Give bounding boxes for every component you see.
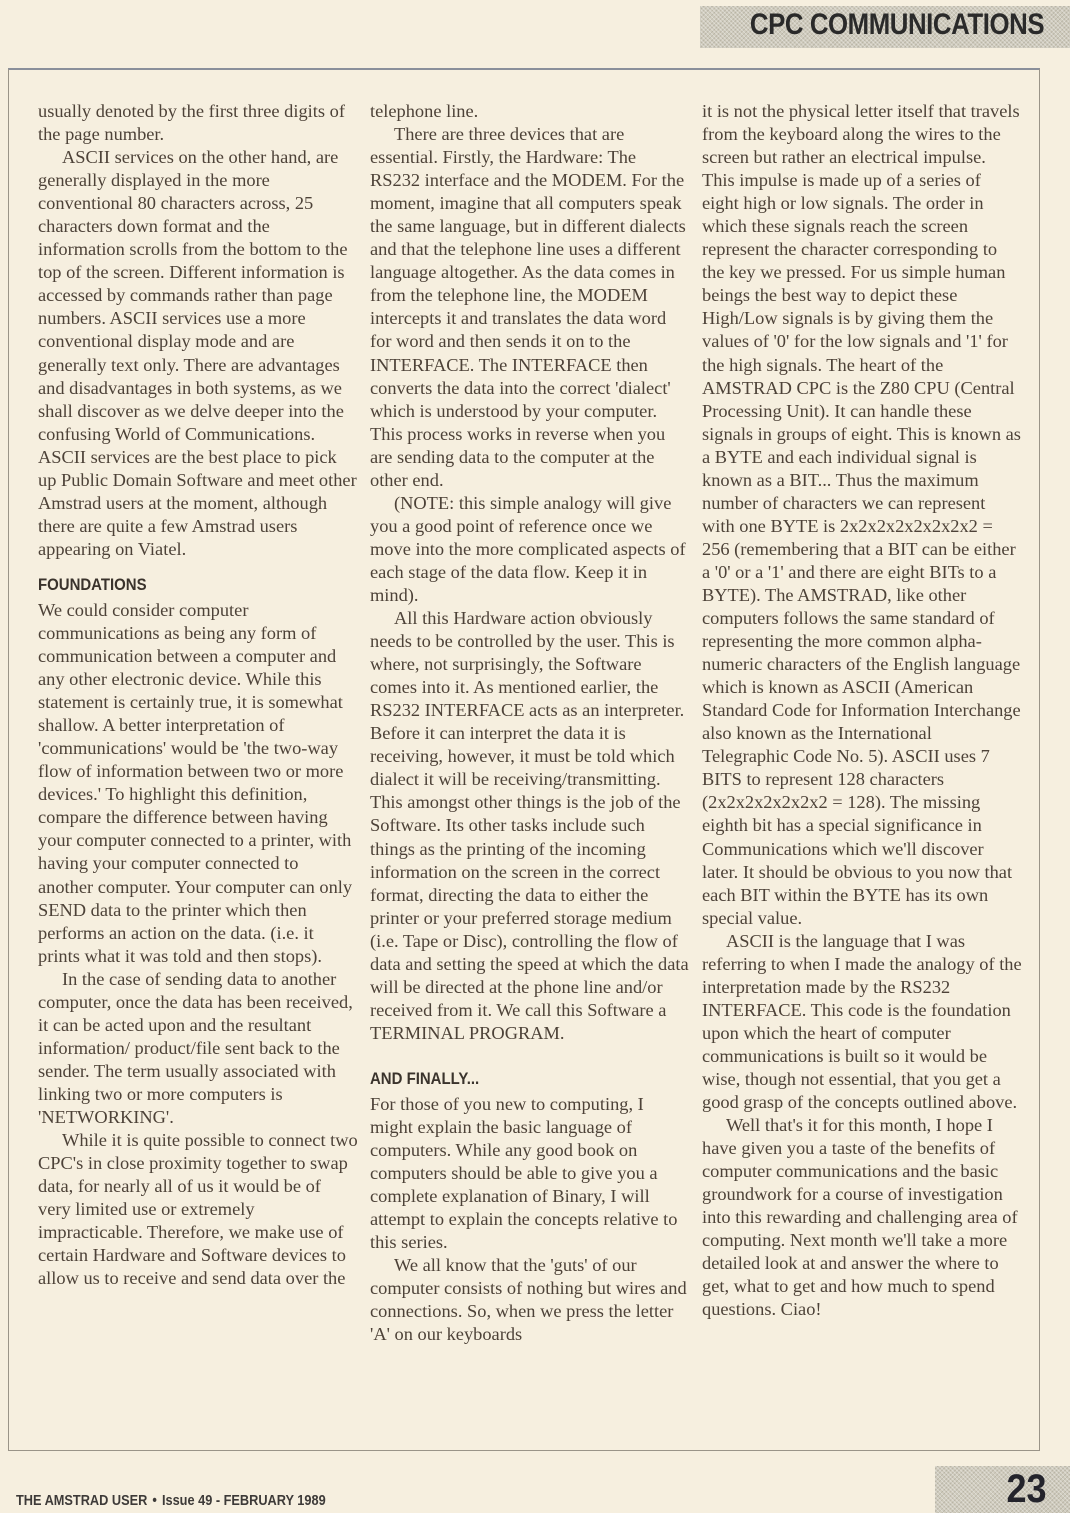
article-column-2 bbox=[370, 100, 690, 1346]
paragraph: ASCII services on the other hand, are generally displayed in the more conventional 80 characters across, 25 characters down format and the information scrolls from the bottom to the top of the screen. Different information is accessed by commands rather than page numbers. ASCII services use a more conventional display mode and are generally text only. There are advantages and disadvantages in both systems, as we shall discover as we delve deeper into the confusing World of Communications. ASCII services are the best place to pick up Public Domain Software and meet other Amstrad users at the moment, although there are quite a few Amstrad users appearing on Viatel. bbox=[38, 147, 357, 559]
page-number: 23 bbox=[1005, 1467, 1046, 1511]
paragraph: it is not the physical letter itself that travels from the keyboard along the wires to the screen but rather an electrical impulse. This impulse is made up of a series of eight high or low signals. The order in which these signals reach the screen represent the character corresponding to the key we pressed. For us simple human beings the best way to depict these High/Low signals is by giving them the values of '0' for the low signals and '1' for the high signals. The heart of the AMSTRAD CPC is the Z80 CPU (Central Processing Unit). It can handle these signals in groups of eight. This is known as a BYTE and each individual signal is known as a BIT... Thus the maximum number of characters we can represent with one BYTE is 2x2x2x2x2x2x2x2 = 256 (remembering that a BIT can be either a '0' or a '1' and there are eight BITs to a BYTE). The AMSTRAD, like other computers follows the same standard of representing the more common alpha-numeric characters of the English language which is known as ASCII (American Standard Code for Information Interchange also known as the International Telegraphic Code No. 5). ASCII uses 7 BITS to represent 128 characters (2x2x2x2x2x2x2 = 128). The missing eighth bit has a special significance in Communications which we'll discover later. It should be obvious to you now that each BIT within the BYTE has its own special value. bbox=[702, 101, 1021, 928]
paragraph: In the case of sending data to another computer, once the data has been received, it can be acted upon and the resultant information/ product/file sent back to the sender. The term usually associated with linking two or more computers is 'NETWORKING'. bbox=[38, 968, 353, 1127]
section-heading: FOUNDATIONS bbox=[38, 574, 147, 594]
publication-name: THE AMSTRAD USER bbox=[16, 1492, 148, 1509]
paragraph: For those of you new to computing, I might explain the basic language of computers. While any good book on computers should be able to give you a complete explanation of Binary, I will attempt to explain the concepts relative to this series. bbox=[370, 1093, 678, 1253]
paragraph: All this Hardware action obviously needs to be controlled by the user. This is where, not surprisingly, the Software comes into it. As mentioned earlier, the RS232 INTERFACE acts as an interpreter. Before it can interpret the data it is receiving, however, it must be told which dialect it will be receiving/transmitting. This amongst other things is the job of the Software. Its other tasks include such things as the printing of the incoming information on the screen in the correct format, directing the data to either the printer or your preferred storage medium (i.e. Tape or Disc), controlling the flow of data and setting the speed at which the data will be directed at the phone line and/or received from it. We call this Software a TERMINAL PROGRAM. bbox=[370, 608, 689, 1043]
paragraph: (NOTE: this simple analogy will give you a good point of reference once we move into the more complicated aspects of each stage of the data flow. Keep it in mind). bbox=[370, 492, 686, 605]
footer-publication-line bbox=[16, 1492, 326, 1509]
section-title: CPC COMMUNICATIONS bbox=[749, 8, 1044, 41]
paragraph: telephone line. bbox=[370, 101, 479, 121]
article-column-1 bbox=[38, 100, 358, 1290]
footer-separator: • bbox=[152, 1492, 157, 1509]
paragraph: ASCII is the language that I was referring to when I made the analogy of the interpretation made by the RS232 INTERFACE. This code is the foundation upon which the heart of computer communications is built so it would be wise, though not essential, that you get a good grasp of the concepts outlined above. bbox=[702, 930, 1022, 1113]
paragraph: Well that's it for this month, I hope I have given you a taste of the benefits of computer communications and the basic groundwork for a course of investigation into this rewarding and challenging area of computing. Next month we'll take a more detailed look at and answer the where to get, what to get and how much to spend questions. Ciao! bbox=[702, 1115, 1018, 1320]
paragraph: We all know that the 'guts' of our computer consists of nothing but wires and connections. So, when we press the letter 'A' on our keyboards bbox=[370, 1255, 687, 1345]
paragraph: While it is quite possible to connect two CPC's in close proximity together to swap data, for nearly all of us it would be of very limited use or extremely impracticable. Therefore, we make use of certain Hardware and Software devices to allow us to receive and send data over the bbox=[38, 1130, 358, 1289]
page-number-band bbox=[935, 1466, 1070, 1513]
paragraph: usually denoted by the first three digits of the page number. bbox=[38, 101, 345, 145]
paragraph: We could consider computer communications as being any form of communication between a computer and any other electronic device. While this statement is certainly true, it is somewhat shallow. A better interpretation of 'communications' would be 'the two-way flow of information between two or more devices.' To highlight this definition, compare the difference between having your computer connected to a printer, with having your computer connected to another computer. Your computer can only SEND data to the printer which then performs an action on the data. (i.e. it prints what it was told and then stops). bbox=[38, 599, 353, 966]
article-column-3 bbox=[702, 100, 1022, 1321]
section-heading: AND FINALLY... bbox=[370, 1068, 480, 1088]
paragraph: There are three devices that are essential. Firstly, the Hardware: The RS232 interface and the MODEM. For the moment, imagine that all computers speak the same language, but in different dialects and that the telephone line uses a different language altogether. As the data comes in from the telephone line, the MODEM intercepts it and translates the data word for word and then sends it on to the INTERFACE. The INTERFACE then converts the data into the correct 'dialect' which is understood by your computer. This process works in reverse when you are sending data to the computer at the other end. bbox=[370, 124, 686, 490]
issue-info: Issue 49 - FEBRUARY 1989 bbox=[161, 1492, 326, 1509]
